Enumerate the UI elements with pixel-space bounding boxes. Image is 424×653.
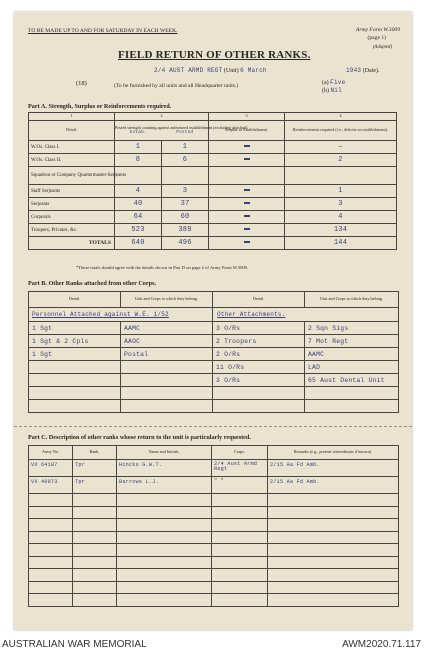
- b-heading-row: [29, 308, 399, 322]
- row-estab: 8: [115, 154, 162, 167]
- row-posted: 37: [162, 198, 209, 211]
- row-estab: 523: [115, 224, 162, 237]
- unit-line: [154, 67, 267, 74]
- part-c-row: [29, 569, 399, 582]
- b-unit-1: AAOC: [121, 335, 213, 348]
- part-c-row: [29, 460, 399, 477]
- line-a: [322, 79, 345, 86]
- totals-label: TOTALS: [29, 237, 115, 250]
- row-detail: Serjeants: [29, 198, 115, 211]
- line-b: [322, 87, 342, 94]
- section-divider: [14, 426, 412, 427]
- row-reinforcements: 134: [285, 224, 397, 237]
- col-header-surplus: Surplus to Establishment.: [209, 121, 285, 141]
- c-rank: [73, 569, 117, 582]
- b-detail-2: 3 O/Rs: [213, 322, 305, 335]
- date-value: 6 March: [240, 67, 267, 74]
- part-b-row: [29, 361, 399, 374]
- row-surplus: [209, 224, 285, 237]
- part-a-row: [29, 167, 397, 185]
- row-detail: Corporals: [29, 211, 115, 224]
- b-detail-2: 2 O/Rs: [213, 348, 305, 361]
- part-a-row: [29, 141, 397, 154]
- b-unit-1: [121, 400, 213, 413]
- row-surplus: [209, 211, 285, 224]
- b-header-unit-1: Unit and Corps to which they belong.: [121, 292, 213, 308]
- row-detail: Staff Serjeants: [29, 185, 115, 198]
- row-detail: Troopers, Privates, &c.: [29, 224, 115, 237]
- b-detail-1: [29, 361, 121, 374]
- c-remarks: [268, 544, 399, 557]
- b-unit-2: 7 Mot Regt: [305, 335, 399, 348]
- c-name: [117, 494, 212, 507]
- page-title: FIELD RETURN OF OTHER RANKS.: [118, 49, 311, 61]
- c-header-army-no: Army No.: [29, 446, 73, 460]
- part-c-title: Part C. Description of other ranks whose return to the unit is particularly requested.: [28, 434, 251, 441]
- row-posted: 60: [162, 211, 209, 224]
- form-paper: [14, 12, 412, 630]
- c-army-no: [29, 544, 73, 557]
- c-army-no: [29, 556, 73, 569]
- row-surplus: [209, 154, 285, 167]
- c-army-no: [29, 494, 73, 507]
- totals-estab: 640: [115, 237, 162, 250]
- c-name: [117, 519, 212, 532]
- c-rank: Tpr: [73, 460, 117, 477]
- b-detail-1: [29, 374, 121, 387]
- part-b-rows: [29, 322, 399, 413]
- row-estab: 1: [115, 141, 162, 154]
- c-army-no: [29, 506, 73, 519]
- b-unit-1: [121, 387, 213, 400]
- sub-header-posted: Posted: [176, 129, 194, 135]
- row-reinforcements: [285, 167, 397, 185]
- part-a-note: *These totals should agree with the details shown in Part D on page 2 of Army Form W.3009.: [76, 265, 249, 270]
- b-value: Nil: [330, 87, 342, 94]
- row-estab: 64: [115, 211, 162, 224]
- b-unit-2: LAD: [305, 361, 399, 374]
- b-header-unit-2: Unit and Corps to which they belong.: [305, 292, 399, 308]
- c-remarks: [268, 556, 399, 569]
- part-c-row: [29, 594, 399, 607]
- part-a-row: [29, 185, 397, 198]
- row-posted: [162, 167, 209, 185]
- b-unit-1: Postal: [121, 348, 213, 361]
- c-army-no: VX 64187: [29, 460, 73, 477]
- b-detail-1: [29, 387, 121, 400]
- part-c-row: [29, 494, 399, 507]
- footer-bar: [0, 636, 424, 653]
- b-detail-1: 1 Sgt & 2 Cpls: [29, 335, 121, 348]
- unit-value: 2/4 AUST ARMD REGT: [154, 67, 223, 74]
- part-b-row: [29, 374, 399, 387]
- c-header-remarks: Remarks (e.g., present whereabouts if known).: [268, 446, 399, 460]
- c-corps: [212, 556, 268, 569]
- row-detail: W.Os. Class II.: [29, 154, 115, 167]
- c-name: [117, 556, 212, 569]
- c-corps: [212, 531, 268, 544]
- c-rank: Tpr: [73, 477, 117, 494]
- c-corps: [212, 594, 268, 607]
- col-number-4: 4: [285, 113, 397, 121]
- c-army-no: VX 40073: [29, 477, 73, 494]
- b-unit-2: 65 Aust Dental Unit: [305, 374, 399, 387]
- b-unit-2: 2 Sqn Sigs: [305, 322, 399, 335]
- c-remarks: [268, 494, 399, 507]
- form-adapted: (Adapted): [372, 45, 392, 50]
- sub-headers: [115, 131, 208, 136]
- row-surplus: [209, 141, 285, 154]
- surplus-dash: [244, 189, 250, 191]
- c-name: Barrows L.J.: [117, 477, 212, 494]
- a-label: (a): [322, 80, 329, 86]
- part-b-row: [29, 387, 399, 400]
- c-rank: [73, 581, 117, 594]
- c-header-name: Name and Initials.: [117, 446, 212, 460]
- b-unit-1: [121, 361, 213, 374]
- c-rank: [73, 519, 117, 532]
- year-value: 1943: [346, 67, 362, 74]
- c-rank: [73, 594, 117, 607]
- c-army-no: [29, 519, 73, 532]
- c-name: [117, 594, 212, 607]
- footer-accession: AWM2020.71.117: [342, 639, 421, 650]
- a-value: Five: [330, 79, 346, 86]
- col-number-2: 2: [115, 113, 209, 121]
- c-remarks: [268, 581, 399, 594]
- part-a-row: [29, 154, 397, 167]
- b-detail-2: 2 Troopers: [213, 335, 305, 348]
- row-surplus: [209, 167, 285, 185]
- part-c-row: [29, 531, 399, 544]
- part-c-table: [28, 445, 399, 607]
- footer-source: AUSTRALIAN WAR MEMORIAL: [2, 639, 147, 650]
- part-b-title: Part B. Other Ranks attached from other Corps.: [28, 280, 157, 287]
- b-unit-1: [121, 374, 213, 387]
- b-header-detail-1: Detail.: [29, 292, 121, 308]
- part-b-row: [29, 335, 399, 348]
- totals-row: [29, 237, 397, 250]
- c-remarks: 2/15 Aa Fd Amb.: [268, 460, 399, 477]
- b-unit-2: [305, 400, 399, 413]
- c-rank: [73, 531, 117, 544]
- row-posted: 6: [162, 154, 209, 167]
- b-header-detail-2: Detail.: [213, 292, 305, 308]
- col-number-3: 3: [209, 113, 285, 121]
- row-detail: W.Os. Class I.: [29, 141, 115, 154]
- c-corps: [212, 494, 268, 507]
- surplus-dash: [244, 202, 250, 204]
- part-a-rows: [29, 141, 397, 237]
- c-corps: " ": [212, 477, 268, 494]
- part-c-row: [29, 544, 399, 557]
- c-header-corps: Corps.: [212, 446, 268, 460]
- part-c-rows: [29, 460, 399, 607]
- c-corps: [212, 569, 268, 582]
- totals-surplus-dash: [244, 241, 250, 243]
- row-estab: 4: [115, 185, 162, 198]
- b-unit-2: [305, 387, 399, 400]
- c-header-rank: Rank.: [73, 446, 117, 460]
- row-reinforcements: 2: [285, 154, 397, 167]
- col-header-posted-text: Posted strength counting against authorized establishment (excluding attached).: [115, 124, 249, 130]
- col-header-reinforcements: Reinforcements required (i.e., deficits on establishment).: [285, 121, 397, 141]
- totals-reinf: 144: [285, 237, 397, 250]
- b-detail-1: [29, 400, 121, 413]
- b-label: (b): [322, 88, 329, 94]
- part-b-row: [29, 400, 399, 413]
- c-rank: [73, 556, 117, 569]
- c-remarks: [268, 594, 399, 607]
- surplus-dash: [244, 145, 250, 147]
- b-detail-2: 3 O/Rs: [213, 374, 305, 387]
- c-name: [117, 544, 212, 557]
- row-reinforcements: 4: [285, 211, 397, 224]
- surplus-dash: [244, 158, 250, 160]
- col-number-1: 1: [29, 113, 115, 121]
- c-name: [117, 506, 212, 519]
- col-header-detail: Detail.: [29, 121, 115, 141]
- row-posted: 1: [162, 141, 209, 154]
- row-surplus: [209, 198, 285, 211]
- part-c-row: [29, 581, 399, 594]
- c-rank: [73, 494, 117, 507]
- c-remarks: [268, 506, 399, 519]
- row-estab: 40: [115, 198, 162, 211]
- part-c-row: [29, 477, 399, 494]
- part-b-row: [29, 348, 399, 361]
- c-corps: [212, 519, 268, 532]
- b-detail-2: [213, 387, 305, 400]
- form-page: (page 1): [367, 35, 386, 41]
- b-detail-2: 11 O/Rs: [213, 361, 305, 374]
- c-army-no: [29, 581, 73, 594]
- part-b-row: [29, 322, 399, 335]
- c-corps: [212, 506, 268, 519]
- b-detail-2: [213, 400, 305, 413]
- row-posted: 389: [162, 224, 209, 237]
- c-corps: [212, 581, 268, 594]
- part-a-title: Part A. Strength, Surplus or Reinforcements required.: [28, 103, 172, 110]
- surplus-dash: [244, 215, 250, 217]
- c-remarks: [268, 569, 399, 582]
- c-rank: [73, 544, 117, 557]
- c-rank: [73, 506, 117, 519]
- instruction-text: (To be furnished by all units and all Headquarter units.): [114, 83, 239, 89]
- b-right-heading: Other Attachments.: [213, 308, 399, 322]
- row-posted: 3: [162, 185, 209, 198]
- b-detail-1: 1 Sgt: [29, 348, 121, 361]
- b-unit-1: AAMC: [121, 322, 213, 335]
- row-surplus: [209, 185, 285, 198]
- row-reinforcements: –: [285, 141, 397, 154]
- part-a-row: [29, 198, 397, 211]
- unit-label: (Unit): [223, 68, 239, 74]
- row-detail: Squadron or Company Quartermaster-Serjeants: [29, 167, 115, 185]
- c-corps: 2/4 Aust Armd Regt: [212, 460, 268, 477]
- row-reinforcements: 1: [285, 185, 397, 198]
- c-corps: [212, 544, 268, 557]
- c-army-no: [29, 594, 73, 607]
- part-a-row: [29, 224, 397, 237]
- c-remarks: 2/15 Aa Fd Amb.: [268, 477, 399, 494]
- part-a-table: [28, 112, 397, 250]
- notice-text: TO BE MADE UP TO AND FOR SATURDAY IN EACH WEEK.: [28, 28, 178, 34]
- c-army-no: [29, 569, 73, 582]
- c-remarks: [268, 519, 399, 532]
- c-army-no: [29, 531, 73, 544]
- b-left-heading: Personnel Attached against W.E. 1/52: [29, 308, 213, 322]
- b-unit-2: AAMC: [305, 348, 399, 361]
- part-b-table: [28, 291, 399, 413]
- surplus-dash: [244, 228, 250, 230]
- c-remarks: [268, 531, 399, 544]
- date-label: (Date).: [362, 68, 380, 74]
- totals-posted: 496: [162, 237, 209, 250]
- c-name: Hincks G.W.T.: [117, 460, 212, 477]
- sub-header-estab: Estab.: [129, 129, 147, 135]
- part-c-row: [29, 556, 399, 569]
- part-c-row: [29, 519, 399, 532]
- form-serial: (18): [76, 80, 87, 87]
- row-reinforcements: 3: [285, 198, 397, 211]
- c-name: [117, 581, 212, 594]
- totals-surplus: [209, 237, 285, 250]
- c-name: [117, 531, 212, 544]
- part-c-row: [29, 506, 399, 519]
- c-name: [117, 569, 212, 582]
- b-detail-1: 1 Sgt: [29, 322, 121, 335]
- part-a-row: [29, 211, 397, 224]
- form-number: Army Form W.3009: [355, 27, 400, 33]
- year-line: [346, 67, 380, 74]
